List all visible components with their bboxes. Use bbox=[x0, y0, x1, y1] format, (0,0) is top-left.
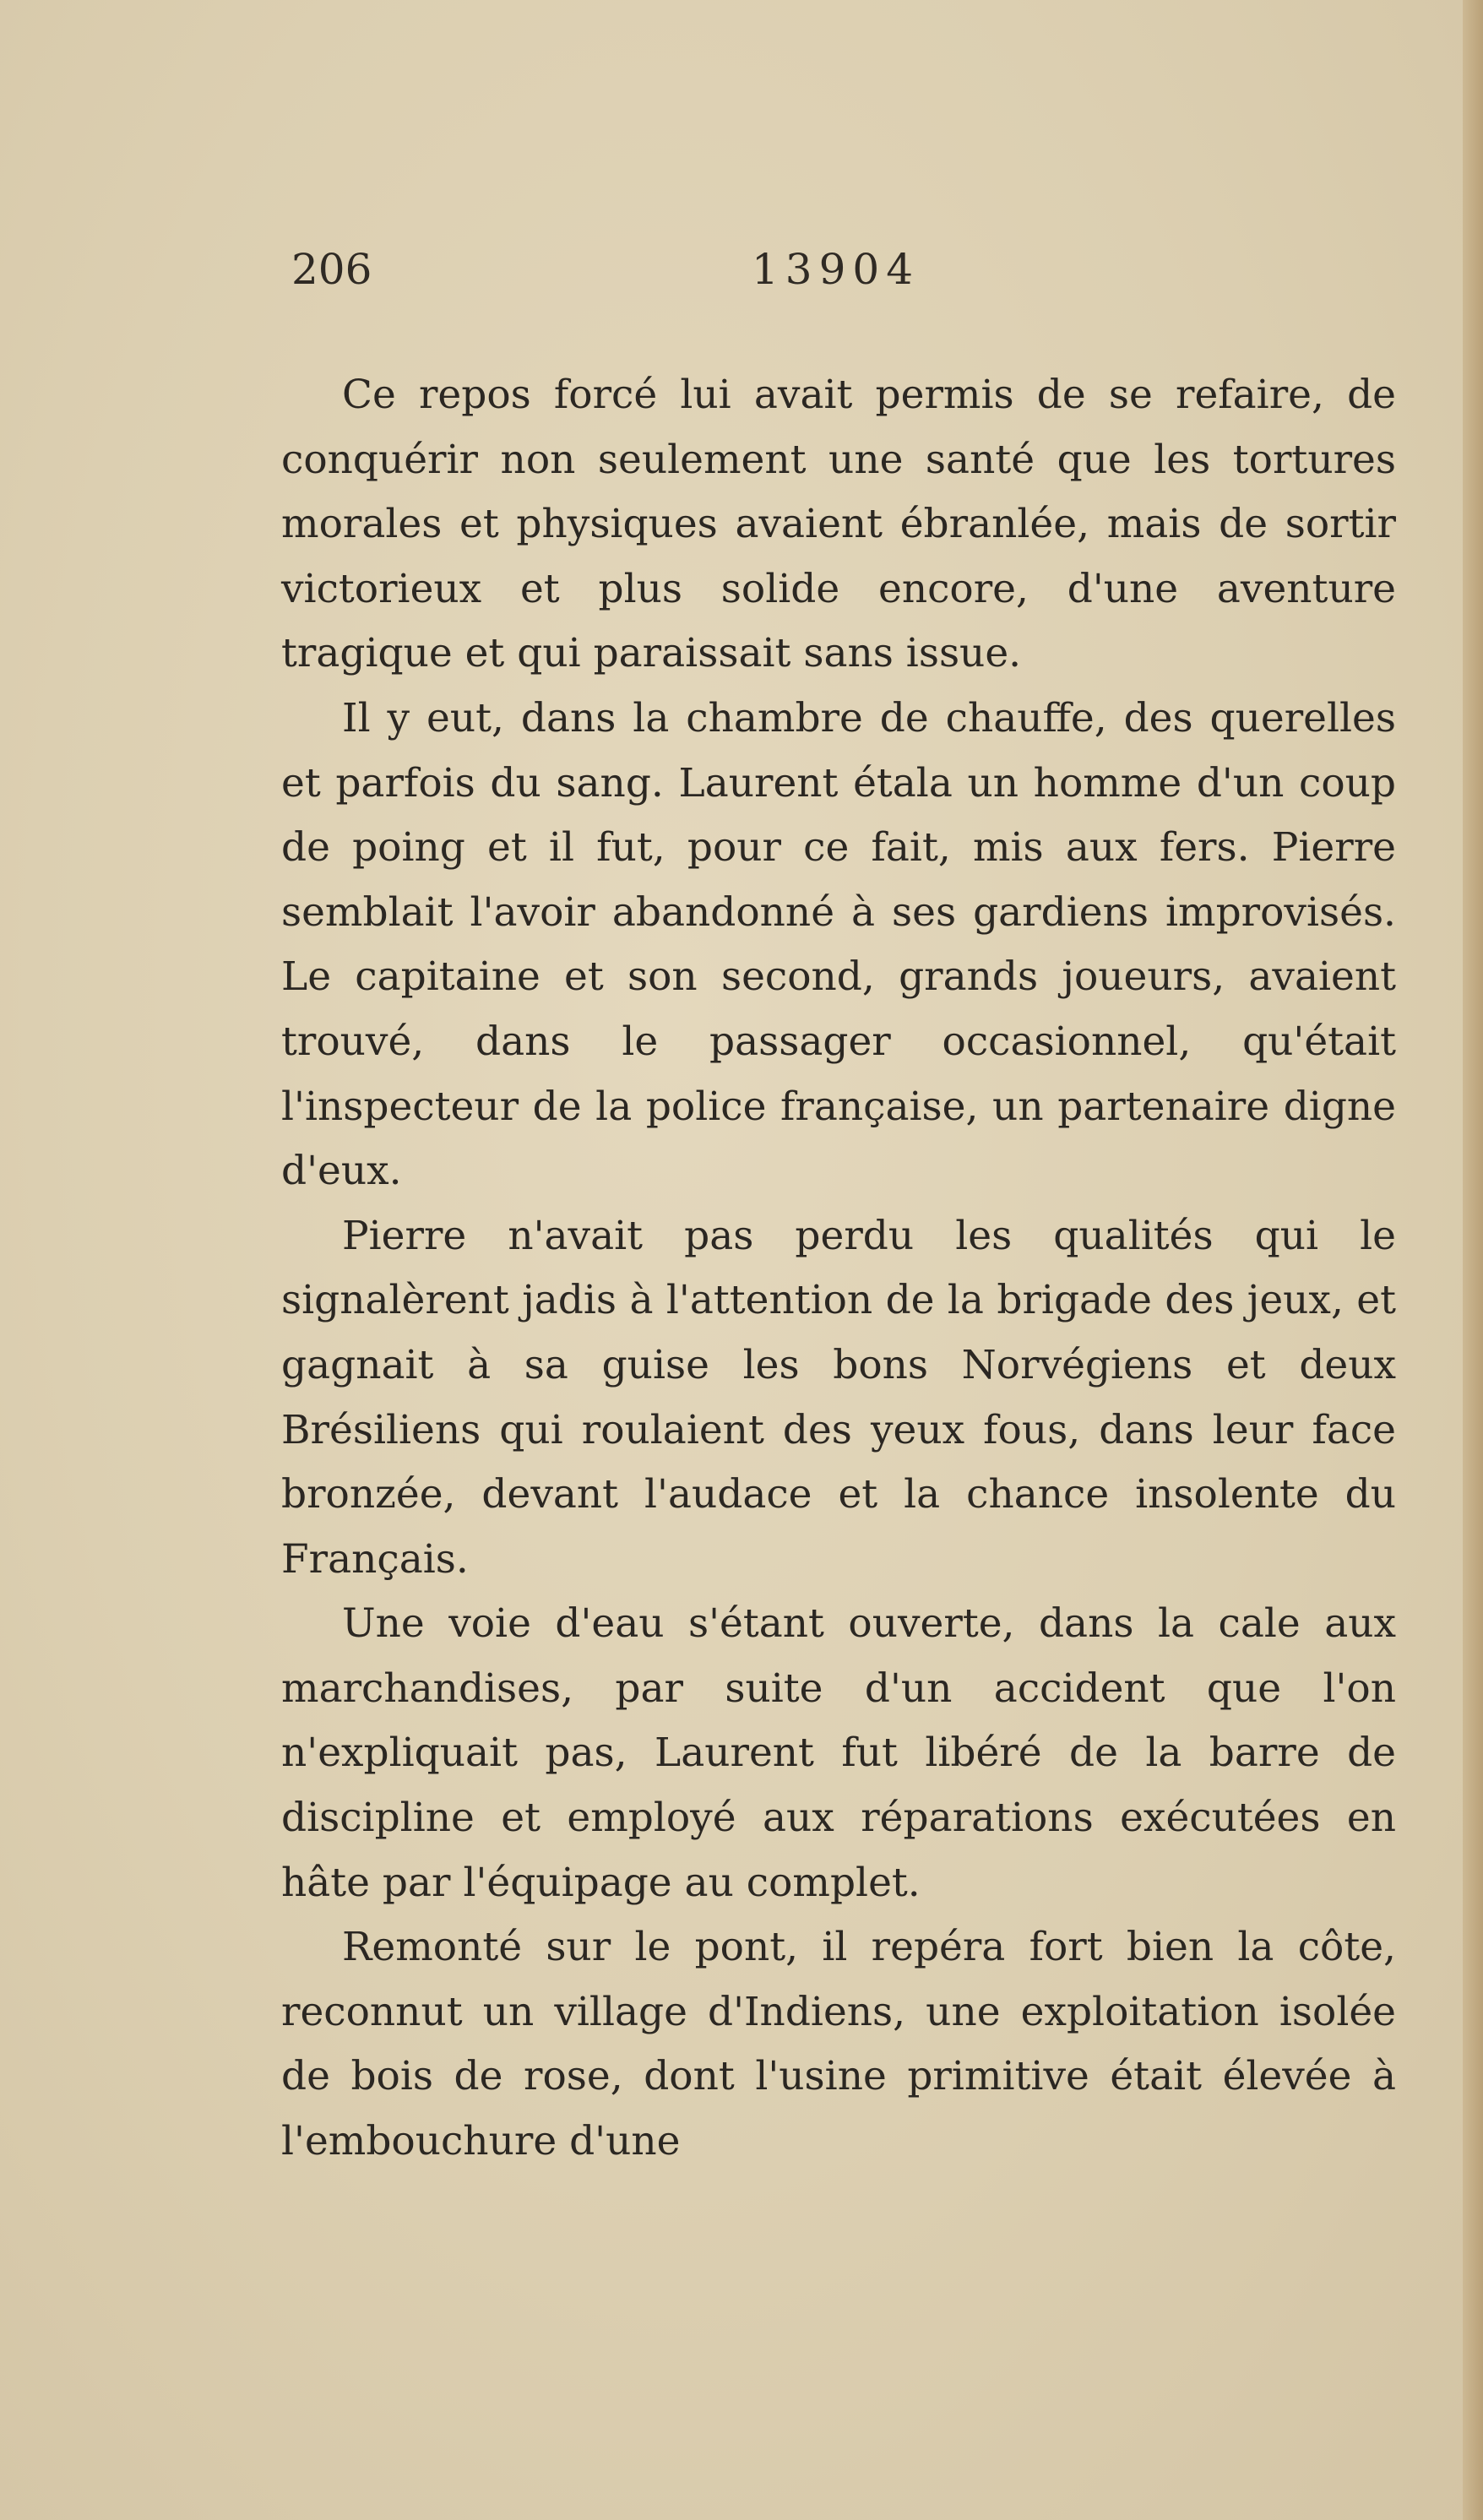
paragraph-5: Remonté sur le pont, il repéra fort bien la côte, reconnut un village d'Indiens, une exploitation isolée de bois de rose, dont l'usine primitive était élevée à l'embouchure d'une bbox=[281, 1924, 1396, 2165]
page-header bbox=[291, 245, 1398, 304]
paragraph-2: Il y eut, dans la chambre de chauffe, des querelles et parfois du sang. Laurent étala un homme d'un coup de poing et il fut, pour ce fait, mis aux fers. Pierre semblait l'avoir abandonné à ses gardiens improvisés. Le capitaine et son second, grands joueurs, avaient trouvé, dans le passager occasionnel, qu'était l'inspecteur de la police française, un partenaire digne d'eux. bbox=[281, 694, 1396, 1195]
paragraph-3: Pierre n'avait pas perdu les qualités qui le signalèrent jadis à l'attention de la brigade des jeux, et gagnait à sa guise les bons Norvégiens et deux Brésiliens qui roulaient des yeux fous, dans leur face bronzée, devant l'audace et la chance insolente du Français. bbox=[281, 1212, 1396, 1583]
body-text bbox=[281, 363, 1396, 2175]
page-number: 206 bbox=[291, 245, 372, 294]
page-edge bbox=[1463, 0, 1483, 2520]
paragraph-4: Une voie d'eau s'étant ouverte, dans la cale aux marchandises, par suite d'un accident que l'on n'expliquait pas, Laurent fut libéré de la barre de discipline et employé aux réparations exécutées en hâte par l'équipage au complet. bbox=[281, 1600, 1396, 1906]
running-title: 13904 bbox=[752, 245, 921, 294]
paragraph-1: Ce repos forcé lui avait permis de se refaire, de conquérir non seulement une santé que les tortures morales et physiques avaient ébranlée, mais de sortir victorieux et plus solide encore, d'une aventure tragique et qui paraissait sans issue. bbox=[281, 372, 1396, 677]
